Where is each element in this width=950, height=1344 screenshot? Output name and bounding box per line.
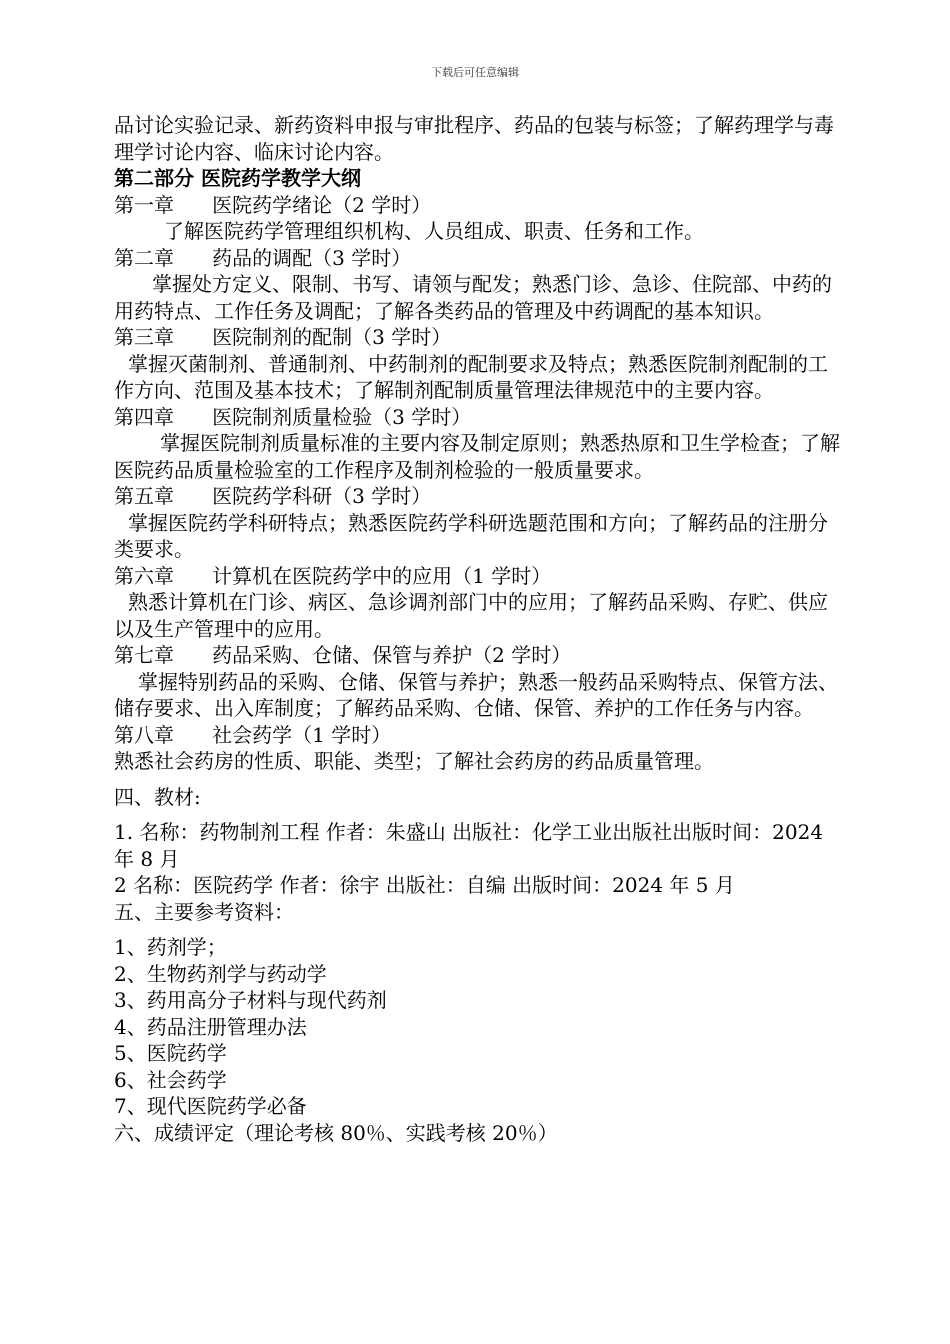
chapter2-body: 掌握处方定义、限制、书写、请领与配发；熟悉门诊、急诊、住院部、中药的用药特点、工作任务及调配；了解各类药品的管理及中药调配的基本知识。: [114, 272, 832, 323]
chapter5-body: 掌握医院药学科研特点；熟悉医院药学科研选题范围和方向；了解药品的注册分类要求。: [114, 510, 828, 561]
chapter7-heading: 第七章 药品采购、仓储、保管与养护（2 学时）: [114, 643, 572, 667]
chapter1-body: 了解医院药学管理组织机构、人员组成、职责、任务和工作。: [164, 219, 704, 243]
part2-heading: 第二部分 医院药学教学大纲: [114, 166, 361, 190]
page-header: 下载后可任意编辑: [431, 66, 519, 79]
reference-item: 6、社会药学: [114, 1067, 227, 1092]
reference-item: 7、现代医院药学必备: [114, 1094, 307, 1118]
chapter8-heading: 第八章 社会药学（1 学时）: [114, 722, 392, 747]
section5-heading: 五、主要参考资料：: [114, 899, 294, 924]
chapter3-body: 掌握灭菌制剂、普通制剂、中药制剂的配制要求及特点；熟悉医院制剂配制的工作方向、范围及基本技术；了解制剂配制质量管理法律规范中的主要内容。: [114, 351, 828, 402]
section6-heading: 六、成绩评定（理论考核 80％、实践考核 20％）: [114, 1120, 558, 1145]
reference-item: 1、药剂学；: [114, 935, 227, 959]
chapter2-heading: 第二章 药品的调配（3 学时）: [114, 245, 412, 270]
document-body: [114, 112, 844, 1146]
chapter6-body: 熟悉计算机在门诊、病区、急诊调剂部门中的应用；了解药品采购、存贮、供应以及生产管理中的应用。: [114, 590, 828, 641]
chapter3-heading: 第三章 医院制剂的配制（3 学时）: [114, 325, 452, 349]
chapter1-heading: 第一章 医院药学绪论（2 学时）: [114, 192, 432, 217]
chapter4-heading: 第四章 医院制剂质量检验（3 学时）: [114, 404, 472, 429]
textbook-1: 1. 名称：药物制剂工程 作者：朱盛山 出版社：化学工业出版社出版时间：2024 年 8 月: [114, 820, 824, 871]
reference-item: 5、医院药学: [114, 1041, 227, 1065]
chapter8-body: 熟悉社会药房的性质、职能、类型；了解社会药房的药品质量管理。: [114, 749, 714, 773]
reference-item: 2、生物药剂学与药动学: [114, 961, 327, 986]
chapter5-heading: 第五章 医院药学科研（3 学时）: [114, 484, 432, 508]
intro-paragraph: 品讨论实验记录、新药资料申报与审批程序、药品的包装与标签；了解药理学与毒理学讨论内容、临床讨论内容。: [114, 113, 834, 164]
chapter4-body: 掌握医院制剂质量标准的主要内容及制定原则；熟悉热原和卫生学检查；了解医院药品质量检验室的工作程序及制剂检验的一般质量要求。: [114, 431, 840, 482]
reference-item: 3、药用高分子材料与现代药剂: [114, 988, 387, 1012]
reference-item: 4、药品注册管理办法: [114, 1014, 307, 1039]
textbook-2: 2 名称：医院药学 作者：徐宇 出版社：自编 出版时间：2024 年 5 月: [114, 873, 735, 897]
chapter6-heading: 第六章 计算机在医院药学中的应用（1 学时）: [114, 563, 552, 588]
section4-heading: 四、教材:: [114, 784, 201, 809]
chapter7-body: 掌握特别药品的采购、仓储、保管与养护；熟悉一般药品采购特点、保管方法、储存要求、出入库制度；了解药品采购、仓储、保管、养护的工作任务与内容。: [114, 669, 838, 720]
